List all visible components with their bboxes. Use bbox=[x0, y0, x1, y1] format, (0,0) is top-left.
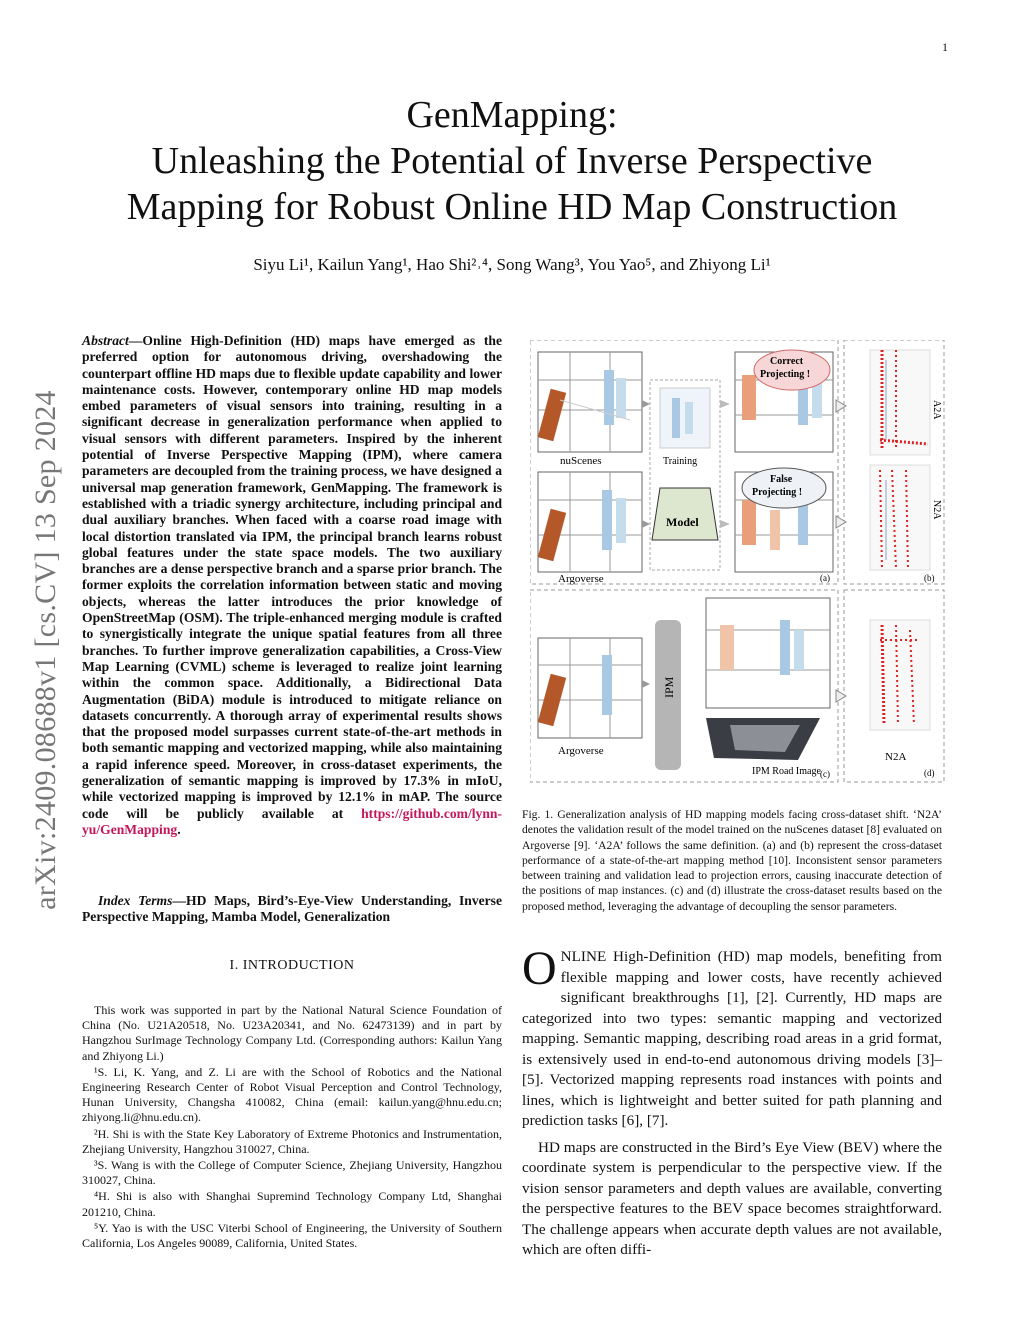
map-n2a-bottom bbox=[870, 620, 930, 730]
argoverse-view-top bbox=[538, 472, 642, 572]
arrow-icon bbox=[720, 400, 730, 408]
title-line-2: Unleashing the Potential of Inverse Perspective bbox=[151, 140, 873, 182]
title-line-3: Mapping for Robust Online HD Map Construction bbox=[126, 186, 898, 228]
footnote: ²H. Shi is with the State Key Laboratory of Extreme Photonics and Instrumentation, Zhejiang University, Hangzhou 310027, China. bbox=[82, 1126, 502, 1156]
abstract: Abstract—Online High-Definition (HD) maps have emerged as the preferred option for autonomous driving, overshadowing the counterpart offline HD maps due to flexible update capability and lower maintenance costs. However, contemporary online HD map models embed parameters of visual sensors into training, resulting in a significant decrease in generalization performance when applied to visual sensors with different parameters. Inspired by the inherent potential of Inverse Perspective Mapping (IPM), where camera parameters are decoupled from the training process, we have designed a universal map generation framework, GenMapping. The framework is established with a triadic synergy architecture, including principal and dual auxiliary branches. When faced with a coarse road image with local distortion translated via IPM, the principal branch learns robust global features under the state space models. The two auxiliary branches are a dense perspective branch and a sparse prior branch. The former exploits the correlation information between static and moving objects, whereas the latter introduces the prior knowledge of OpenStreetMap (OSM). The triple-enhanced merging module is crafted to synergistically integrate the unique spatial features from all three branches. To further improve generalization capabilities, a Cross-View Map Learning (CVML) scheme is leveraged to realize joint learning within the common space. Additionally, a Bidirectional Data Augmentation (BiDA) module is introduced to mitigate reliance on datasets concurrently. A thorough array of experimental results shows that the proposed model surpasses current state-of-the-art methods in both semantic mapping and vectorized mapping, while also maintaining a rapid inference speed. Moreover, in cross-dataset experiments, the generalization of semantic mapping is improved by 17.3% in mIoU, while vectorized mapping is improved by 12.1% in mAP. The source code will be publicly available at https://github.com/lynn-yu/GenMapping. bbox=[82, 333, 502, 837]
footnote: ⁴H. Shi is also with Shanghai Supremind Technology Company Ltd, Shanghai 201210, China. bbox=[82, 1189, 502, 1219]
map-a2a bbox=[870, 350, 930, 455]
ipm-feature-view bbox=[706, 598, 830, 708]
label-d: (d) bbox=[924, 768, 935, 778]
footnotes bbox=[82, 1003, 502, 1252]
label-b: (b) bbox=[924, 573, 935, 583]
n2a-bottom-label: N2A bbox=[885, 751, 907, 763]
footnote: ³S. Wang is with the College of Computer Science, Zhejiang University, Hangzhou 310027, China. bbox=[82, 1158, 502, 1188]
arrow-icon bbox=[836, 690, 846, 702]
a2a-label: A2A bbox=[931, 400, 942, 420]
nuscenes-view bbox=[538, 352, 642, 452]
arrow-icon bbox=[836, 516, 846, 528]
figure-1 bbox=[530, 340, 946, 790]
section-heading: I. INTRODUCTION bbox=[229, 958, 355, 973]
figure-svg bbox=[530, 340, 946, 790]
false-projection-view bbox=[735, 468, 833, 572]
intro-paragraph-1: ONLINE High-Definition (HD) map models, benefiting from flexible mapping and lower costs, have recently achieved significant breakthroughs [1], [2]. Currently, HD maps are categorized into two types: semantic mapping and vectorized mapping. Semantic mapping, describing road areas in a grid format, is extensively used in end-to-end autonomous driving models [3]–[5]. Vectorized mapping represents road instances with points and lines, which is lightweight and better suited for path planning and prediction tasks [6], [7]. bbox=[522, 942, 942, 1129]
abstract-text: Online High-Definition (HD) maps have emerged as the preferred option for autonomous driving, overshadowing the counterpart offline HD maps due to flexible update capability and lower maintenance costs. However, contemporary online HD map models embed parameters of visual sensors into training, resulting in a significant decrease in generalization performance when applied to visual sensors with different parameters. Inspired by the inherent potential of Inverse Perspective Mapping (IPM), where camera parameters are decoupled from the training process, we have designed a universal map generation framework, GenMapping. The framework is established with a triadic synergy architecture, including principal and dual auxiliary branches. When faced with a coarse road image with local distortion translated via IPM, the principal branch learns robust global features under the state space models. The two auxiliary branches are a dense perspective branch and a sparse prior branch. The former exploits the correlation information between static and moving objects, whereas the latter introduces the prior knowledge of OpenStreetMap (OSM). The triple-enhanced merging module is crafted to synergistically integrate the unique spatial features from all three branches. To further improve generalization capabilities, a Cross-View Map Learning (CVML) scheme is leveraged to realize joint learning within the common space. Additionally, a Bidirectional Data Augmentation (BiDA) module is introduced to mitigate reliance on datasets concurrently. A thorough array of experimental results shows that the proposed model surpasses current state-of-the-art methods in both semantic mapping and vectorized mapping, while also maintaining a rapid inference speed. Moreover, in cross-dataset experiments, the generalization of semantic mapping is improved by 17.3% in mIoU, while vectorized mapping is improved by 12.1% in mAP. The source code will be publicly available at bbox=[82, 333, 502, 821]
code-link[interactable]: https://github.com/lynn-yu/GenMapping bbox=[82, 805, 502, 837]
introduction-text bbox=[522, 942, 942, 1261]
correct-projection-view bbox=[735, 350, 833, 452]
svg-text:False: False bbox=[770, 474, 793, 485]
map-n2a-side bbox=[870, 465, 930, 570]
model-trapezoid bbox=[652, 488, 718, 540]
argoverse-view-bottom bbox=[538, 638, 642, 738]
title-line-1: GenMapping: bbox=[406, 94, 618, 136]
model-label: Model bbox=[666, 515, 699, 529]
training-label: Training bbox=[663, 456, 698, 467]
label-c: (c) bbox=[820, 769, 830, 779]
dropcap: O bbox=[522, 942, 557, 995]
footnote: ¹S. Li, K. Yang, and Z. Li are with the School of Robotics and the National Engineering Research Center of Robot Visual Perception and Control Technology, Hunan University, Changsha 410082, China (email: kailun.yang@hnu.edu.cn; zhiyong.li@hnu.edu.cn). bbox=[82, 1064, 502, 1125]
authors: Siyu Li¹, Kailun Yang¹, Hao Shi²˒⁴, Song Wang³, You Yao⁵, and Zhiyong Li¹ bbox=[253, 255, 771, 274]
index-terms: Index Terms—HD Maps, Bird’s-Eye-View Understanding, Inverse Perspective Mapping, Mamba Model, Generalization bbox=[82, 893, 503, 925]
abstract-label: Abstract— bbox=[82, 333, 143, 348]
arrow-icon bbox=[642, 680, 650, 688]
arxiv-stamp: arXiv:2409.08688v1 [cs.CV] 13 Sep 2024 bbox=[29, 390, 62, 910]
arrow-icon bbox=[642, 400, 650, 408]
ipm-road-label: IPM Road Image bbox=[752, 766, 821, 777]
ipm-label: IPM bbox=[662, 676, 676, 698]
footnote: This work was supported in part by the National Natural Science Foundation of China (No. U21A20518, No. U23A20341, and No. 62473139) and in part by Hangzhou SurImage Technology Company Ltd. (Corresponding authors: Kailun Yang and Zhiyong Li.) bbox=[82, 1003, 502, 1063]
svg-text:Correct: Correct bbox=[770, 356, 804, 367]
intro-paragraph-2: HD maps are constructed in the Bird’s Eye View (BEV) where the coordinate system is perpendicular to the perspective view. If the vision sensor parameters and depth values are available, converting the perspective features to the BEV space becomes straightforward. The challenge appears when accurate depth values are not available, which are often diffi- bbox=[522, 1138, 942, 1258]
argoverse-label-bottom: Argoverse bbox=[558, 745, 604, 757]
page-number: 1 bbox=[942, 40, 948, 54]
index-terms-label: Index Terms bbox=[98, 893, 173, 908]
nuscenes-label: nuScenes bbox=[560, 455, 602, 467]
arrow-icon bbox=[642, 520, 650, 528]
argoverse-label-top: Argoverse bbox=[558, 573, 604, 585]
svg-text:Projecting !: Projecting ! bbox=[752, 487, 803, 498]
n2a-side-label: N2A bbox=[931, 500, 942, 520]
figure-caption: Fig. 1. Generalization analysis of HD mapping models facing cross-dataset shift. ‘N2A’ denotes the validation result of the model trained on the nuScenes dataset [8] evaluated on Argoverse [9]. ‘A2A’ follows the same definition. (a) and (b) represent the cross-dataset performance of a state-of-the-art mapping method [10]. Inconsistent sensor parameters between training and validation lead to projection errors, causing inaccurate detection of the positions of map instances. (c) and (d) illustrate the cross-dataset results based on the proposed method, leveraging the advantage of decoupling the sensor parameters. bbox=[522, 808, 942, 913]
label-a: (a) bbox=[820, 573, 830, 583]
arrow-icon bbox=[720, 520, 730, 528]
svg-text:Projecting !: Projecting ! bbox=[760, 369, 811, 380]
paper-title bbox=[60, 92, 964, 230]
footnote: ⁵Y. Yao is with the USC Viterbi School of Engineering, the University of Southern California, Los Angeles 90089, California, United States. bbox=[82, 1220, 502, 1251]
